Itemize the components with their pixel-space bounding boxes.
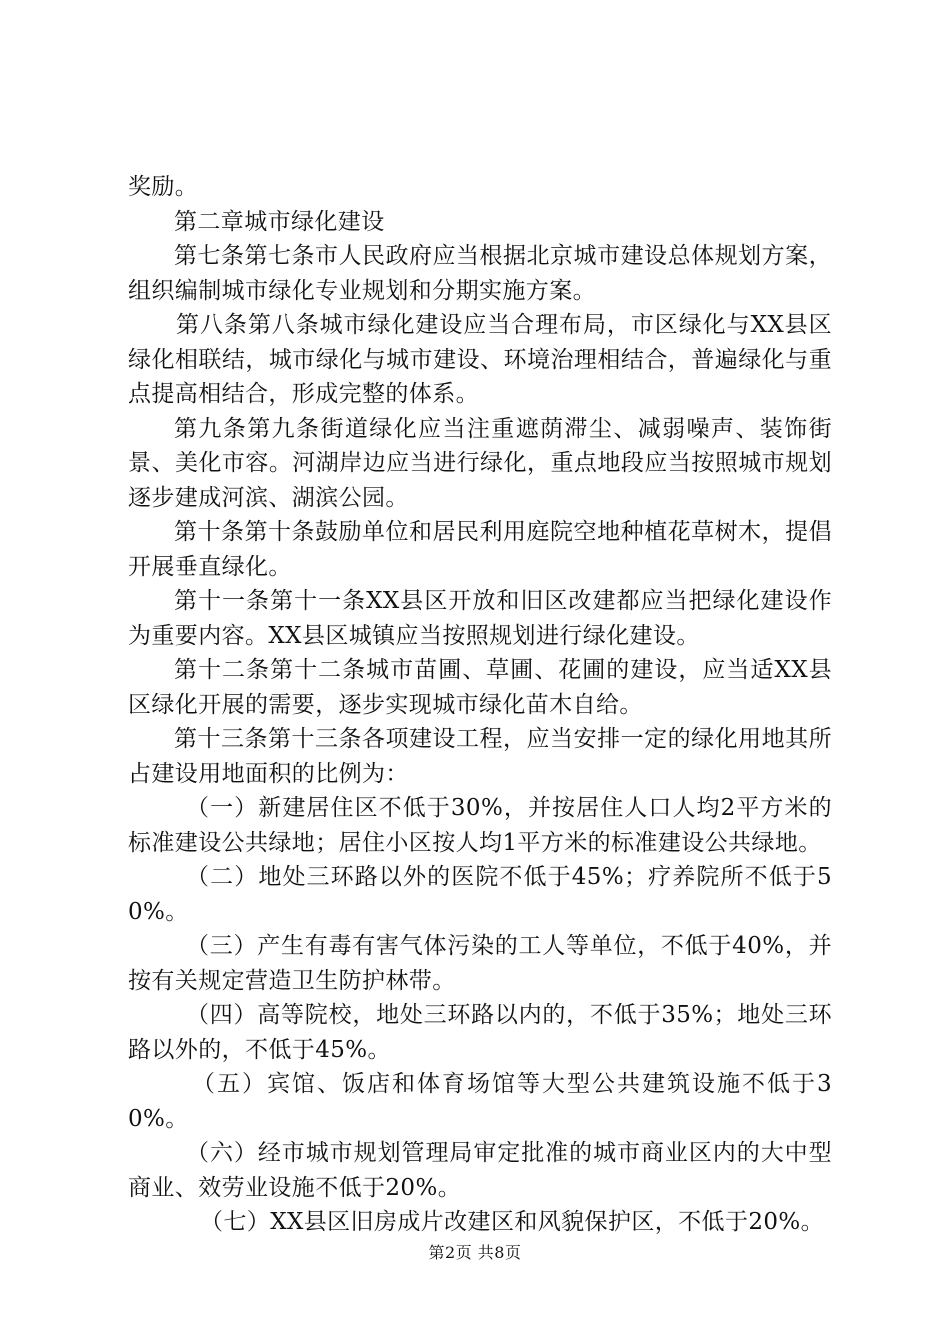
article-10: 第十条第十条鼓励单位和居民利用庭院空地种植花草树木，提倡开展垂直绿化。 [128,519,832,580]
article-13-item-3: （三）产生有毒有害气体污染的工人等单位，不低于40%，并按有关规定营造卫生防护林带。 [128,933,832,994]
page-number-footer: 第2页 共8页 [428,1243,522,1262]
article-13-item-4: （四）高等院校，地处三环路以内的，不低于35%；地处三环路以外的，不低于45%。 [128,1002,832,1063]
paragraph-reward-end: 奖励。 [128,174,199,200]
article-8: 第八条第八条城市绿化建设应当合理布局，市区绿化与XX县区绿化相联结，城市绿化与城市建设、环境治理相结合，普遍绿化与重点提高相结合，形成完整的体系。 [128,312,832,407]
article-12: 第十二条第十二条城市苗圃、草圃、花圃的建设，应当适XX县区绿化开展的需要，逐步实现城市绿化苗木自给。 [128,657,832,718]
article-13: 第十三条第十三条各项建设工程，应当安排一定的绿化用地其所占建设用地面积的比例为： [128,726,832,787]
article-7: 第七条第七条市人民政府应当根据北京城市建设总体规划方案，组织编制城市绿化专业规划和分期实施方案。 [128,243,832,304]
article-13-item-7: （七）XX县区旧房成片改建区和风貌保护区，不低于20%。 [200,1209,825,1235]
article-13-item-1: （一）新建居住区不低于30%，并按居住人口人均2平方米的标准建设公共绿地；居住小区按人均1平方米的标准建设公共绿地。 [128,795,832,856]
article-13-item-5: （五）宾馆、饭店和体育场馆等大型公共建筑设施不低于30%。 [128,1071,832,1132]
article-9: 第九条第九条街道绿化应当注重遮荫滞尘、减弱噪声、装饰街景、美化市容。河湖岸边应当进行绿化，重点地段应当按照城市规划逐步建成河滨、湖滨公园。 [128,415,832,511]
article-13-item-6: （六）经市城市规划管理局审定批准的城市商业区内的大中型商业、效劳业设施不低于20%。 [128,1140,832,1201]
article-13-item-2: （二）地处三环路以外的医院不低于45%；疗养院所不低于50%。 [128,864,832,925]
document-body [128,170,832,1240]
chapter-heading: 第二章城市绿化建设 [174,208,385,235]
article-11: 第十一条第十一条XX县区开放和旧区改建都应当把绿化建设作为重要内容。XX县区城镇应当按照规划进行绿化建设。 [128,588,832,649]
